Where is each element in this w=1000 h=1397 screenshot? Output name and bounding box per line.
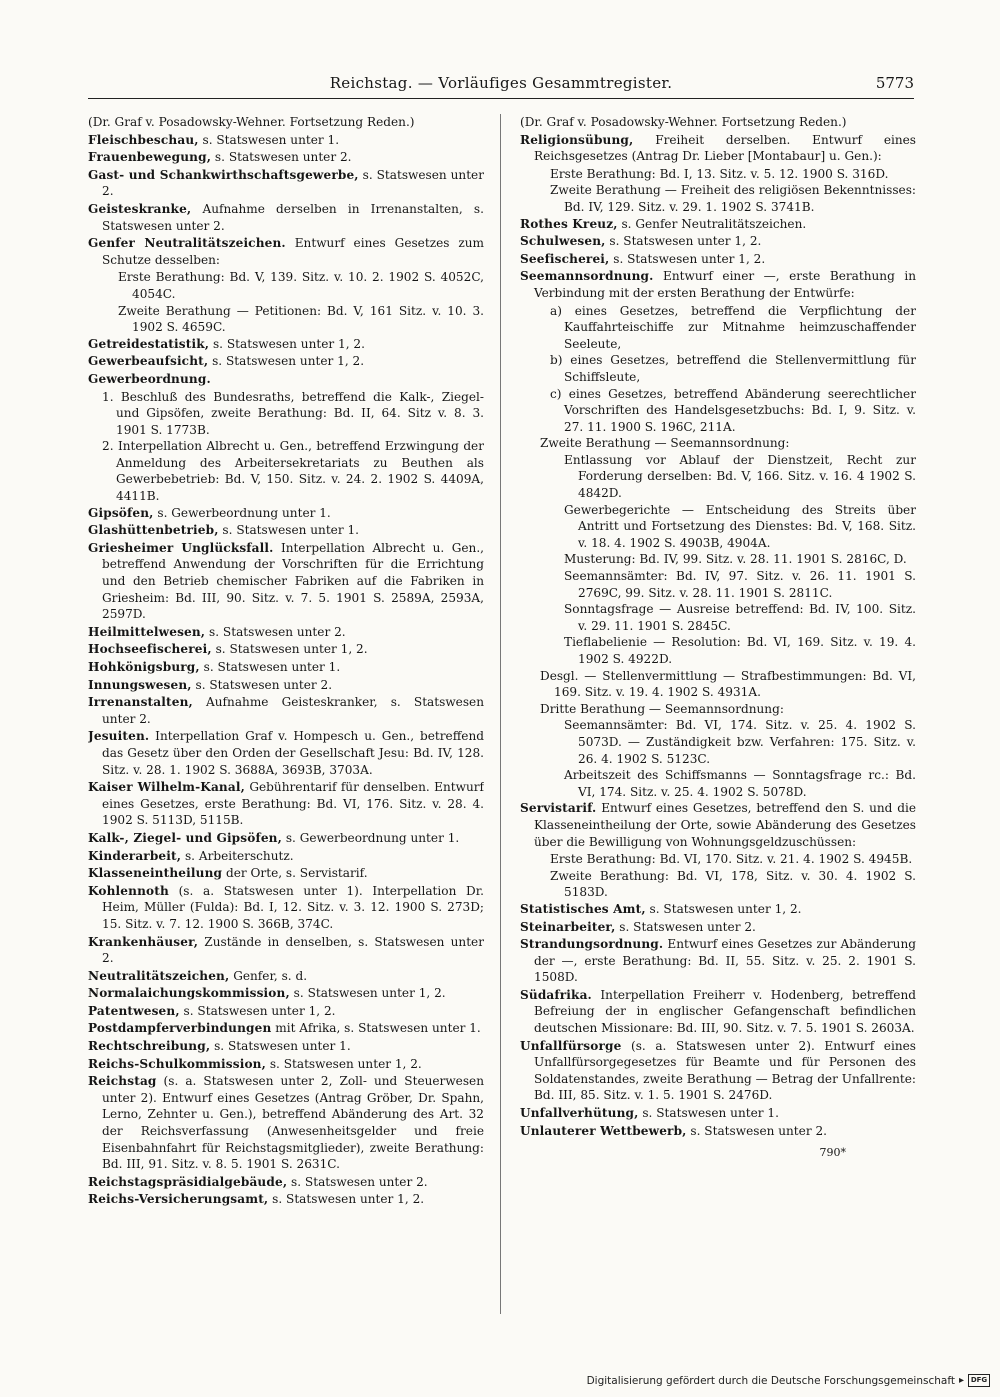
index-entry	[88, 132, 484, 149]
entry-term: Genfer Neutralitätszeichen.	[88, 236, 286, 251]
index-entry	[88, 728, 484, 778]
index-entry	[520, 216, 916, 233]
entry-text: Entwurf einer —, erste Berathung in Verbindung mit der ersten Berathung der Entwürfe:	[534, 269, 916, 300]
index-entry	[88, 336, 484, 353]
entry-term: Neutralitätszeichen,	[88, 968, 230, 983]
entry-reading-group: Zweite Berathung — Seemannsordnung:	[540, 436, 790, 451]
index-entry	[520, 901, 916, 918]
entry-text: Interpellation Freiherr v. Hodenberg, betreffend Befreiung der in englischer Gefangenschaft befindlichen deutschen Missionare: Bd. III, 90. Sitz. v. 7. 5. 1901 S. 2603A.	[534, 987, 916, 1036]
entry-text: Entwurf eines Gesetzes, betreffend den S. und die Klasseneintheilung der Orte, sowie Abänderung des Gesetzes über die Bewilligung von Wohnungsgeldzuschüssen:	[534, 801, 916, 849]
index-entry	[88, 934, 484, 967]
entry-subitem: Erste Berathung: Bd. VI, 170. Sitz. v. 21. 4. 1902 S. 4945B.	[550, 852, 913, 867]
index-entry	[88, 353, 484, 370]
index-entry	[88, 677, 484, 694]
entry-text: s. Gewerbeordnung unter 1.	[281, 830, 460, 845]
entry-text: s. Statswesen unter 2.	[191, 677, 333, 692]
entry-text: s. Statswesen unter 2.	[615, 919, 756, 934]
index-entry	[520, 919, 916, 936]
entry-term: Religionsübung,	[520, 132, 634, 147]
index-entry	[88, 968, 484, 985]
entry-text: Aufnahme derselben in Irrenanstalten, s. Statswesen unter 2.	[102, 201, 484, 233]
entry-text: s. Statswesen unter 1, 2.	[265, 1056, 422, 1071]
entry-reading-group: Desgl. — Stellenvermittlung — Strafbestimmungen: Bd. VI, 169. Sitz. v. 19. 4. 1902 S. 4931A.	[540, 668, 916, 700]
entry-text: Interpellation Graf v. Hompesch u. Gen., betreffend das Gesetz über den Orden der Gesellschaft Jesu: Bd. IV, 128. Sitz. v. 28. 1. 1902 S. 3688A, 3693B, 3703A.	[102, 729, 484, 777]
entry-term: Normalaichungskommission,	[88, 986, 290, 1001]
index-entry	[88, 1056, 484, 1073]
right-column	[520, 114, 916, 1324]
index-entry	[88, 1038, 484, 1055]
entry-term: Seefischerei,	[520, 251, 610, 266]
entry-subitem: b) eines Gesetzes, betreffend die Stellenvermittlung für Schiffsleute,	[550, 353, 916, 384]
entry-term: Glashüttenbetrieb,	[88, 523, 219, 538]
entry-subitem: Erste Berathung: Bd. V, 139. Sitz. v. 10. 2. 1902 S. 4052C, 4054C.	[118, 270, 484, 301]
entry-term: Rechtschreibung,	[88, 1039, 211, 1054]
entry-text: s. Statswesen unter 2.	[102, 167, 484, 199]
index-entry	[88, 1020, 484, 1037]
index-entry	[520, 1123, 916, 1140]
entry-text: Entwurf eines Gesetzes zum Schutze desselben:	[102, 236, 484, 267]
footer-text: Digitalisierung gefördert durch die Deutsche Forschungsgemeinschaft	[586, 1374, 955, 1387]
index-entry	[88, 505, 484, 522]
entry-text: s. Statswesen unter 1, 2.	[211, 642, 368, 657]
entry-term: Seemannsordnung.	[520, 269, 654, 284]
entry-term: Fleischbeschau,	[88, 132, 199, 147]
index-entry	[88, 883, 484, 933]
index-columns	[88, 114, 918, 1324]
index-entry	[88, 865, 484, 882]
entry-text: (s. a. Statswesen unter 2, Zoll- und Steuerwesen unter 2). Entwurf eines Gesetzes (Antrag Gröber, Dr. Spahn, Lerno, Zehnter u. Gen.), betreffend Abänderung des Art. 32 der Reichsverfassung (Anwesenheitsgelder und freie Eisenbahnfahrt für Reichstagsmitglieder), zweite Berathung: Bd. III, 91. Sitz. v. 8. 5. 1901 S. 2631C.	[102, 1074, 484, 1172]
entry-term: Gast- und Schankwirthschaftsgewerbe,	[88, 167, 359, 182]
entry-term: Reichstagspräsidialgebäude,	[88, 1174, 288, 1189]
digitization-footer	[587, 1374, 990, 1387]
entry-term: Unfallverhütung,	[520, 1106, 639, 1121]
index-entry	[520, 1038, 916, 1104]
entry-text: s. Statswesen unter 1.	[218, 523, 360, 538]
entry-subitem: Erste Berathung: Bd. I, 13. Sitz. v. 5. 12. 1900 S. 316D.	[550, 166, 889, 181]
entry-term: Gewerbeaufsicht,	[88, 354, 209, 369]
index-entry	[88, 624, 484, 641]
entry-term: Gewerbeordnung.	[88, 371, 211, 386]
arrow-icon: ▸	[958, 1375, 964, 1386]
entry-reading-item: Seemannsämter: Bd. IV, 97. Sitz. v. 26. 11. 1901 S. 2769C, 99. Sitz. v. 28. 11. 1901 S. 2811C.	[564, 569, 916, 600]
entry-text: (s. a. Statswesen unter 2). Entwurf eines Unfallfürsorgegesetzes für Beamte und für Personen des Soldatenstandes, zweite Berathung — Betrag der Unfallrente: Bd. III, 85. Sitz. v. 1. 5. 1901 S. 2476D.	[534, 1038, 916, 1103]
index-entry	[88, 1174, 484, 1191]
entry-reading-item: Musterung: Bd. IV, 99. Sitz. v. 28. 11. 1901 S. 2816C, D.	[564, 552, 907, 567]
index-entry	[520, 800, 916, 850]
entry-text: s. Statswesen unter 1, 2.	[268, 1192, 425, 1207]
entry-term: Jesuiten.	[88, 729, 150, 744]
entry-term: Statistisches Amt,	[520, 901, 646, 916]
entry-text: mit Afrika, s. Statswesen unter 1.	[271, 1021, 481, 1036]
entry-text: Aufnahme Geisteskranker, s. Statswesen unter 2.	[102, 695, 484, 726]
entry-term: Reichs-Versicherungsamt,	[88, 1192, 269, 1207]
index-entry	[88, 149, 484, 166]
continuation-note: (Dr. Graf v. Posadowsky-Wehner. Fortsetzung Reden.)	[88, 115, 415, 129]
column-divider	[500, 114, 501, 1314]
entry-text: s. Statswesen unter 1.	[638, 1106, 779, 1121]
entry-numbered-item: 1. Beschluß des Bundesraths, betreffend die Kalk-, Ziegel- und Gipsöfen, zweite Berathung: Bd. II, 64. Sitz v. 8. 3. 1901 S. 1773B.	[102, 389, 484, 437]
index-entry	[88, 830, 484, 847]
index-entry	[88, 985, 484, 1002]
index-entry	[520, 251, 916, 268]
entry-subitem: Zweite Berathung: Bd. VI, 178, Sitz. v. 30. 4. 1902 S. 5183D.	[550, 868, 916, 900]
index-entry	[88, 201, 484, 234]
entry-text: Freiheit derselben. Entwurf eines Reichsgesetzes (Antrag Dr. Lieber [Montabaur] u. Gen.):	[534, 132, 916, 164]
index-entry	[88, 167, 484, 200]
entry-term: Südafrika.	[520, 987, 592, 1002]
index-entry	[88, 1191, 484, 1208]
continuation-note: (Dr. Graf v. Posadowsky-Wehner. Fortsetzung Reden.)	[520, 115, 847, 129]
index-entry	[88, 371, 484, 388]
entry-text: Zustände in denselben, s. Statswesen unter 2.	[102, 934, 484, 966]
entry-term: Heilmittelwesen,	[88, 624, 206, 639]
index-entry	[88, 779, 484, 829]
entry-reading-item: Tieflabelienie — Resolution: Bd. VI, 169. Sitz. v. 19. 4. 1902 S. 4922D.	[564, 635, 916, 666]
index-entry	[88, 522, 484, 539]
entry-text: s. Statswesen unter 1, 2.	[179, 1003, 336, 1018]
index-entry	[520, 268, 916, 301]
index-entry	[88, 641, 484, 658]
dfg-logo: DFG	[968, 1374, 990, 1387]
entry-text: s. Statswesen unter 1, 2.	[209, 336, 365, 351]
entry-term: Kalk-, Ziegel- und Gipsöfen,	[88, 830, 282, 845]
entry-text: (s. a. Statswesen unter 1). Interpellation Dr. Heim, Müller (Fulda): Bd. I, 12. Sitz. v. 3. 12. 1900 S. 273D; 15. Sitz. v. 7. 12. 1900 S. 366B, 374C.	[102, 883, 484, 931]
running-head	[88, 74, 914, 99]
entry-text: s. Statswesen unter 1.	[199, 660, 341, 674]
index-entry	[88, 1073, 484, 1173]
entry-term: Getreidestatistik,	[88, 336, 210, 351]
entry-term: Frauenbewegung,	[88, 150, 212, 165]
entry-term: Geisteskranke,	[88, 201, 192, 216]
index-entry	[88, 1003, 484, 1020]
entry-reading-group: Dritte Berathung — Seemannsordnung:	[540, 701, 784, 716]
entry-text: s. Genfer Neutralitätszeichen.	[617, 216, 807, 231]
entry-term: Unfallfürsorge	[520, 1038, 622, 1053]
entry-numbered-item: 2. Interpellation Albrecht u. Gen., betreffend Erzwingung der Anmeldung des Arbeitersekretariats zu Beuthen als Gewerbebetrieb: Bd. V, 150. Sitz. v. 24. 2. 1902 S. 4409A, 4411B.	[102, 439, 484, 504]
entry-term: Reichs-Schulkommission,	[88, 1056, 266, 1071]
entry-text: Genfer, s. d.	[229, 968, 308, 983]
entry-text: der Orte, s. Servistarif.	[222, 866, 368, 881]
entry-term: Kinderarbeit,	[88, 848, 182, 863]
entry-text: Gebührentarif für denselben. Entwurf eines Gesetzes, erste Berathung: Bd. VI, 176. Sitz. v. 28. 4. 1902 S. 5113D, 5115B.	[102, 780, 484, 828]
entry-text: s. Statswesen unter 1, 2.	[609, 251, 766, 266]
entry-text: s. Statswesen unter 1, 2.	[605, 234, 762, 249]
entry-term: Strandungsordnung.	[520, 937, 664, 952]
entry-term: Gipsöfen,	[88, 505, 154, 520]
entry-term: Klasseneintheilung	[88, 866, 223, 881]
entry-term: Schulwesen,	[520, 234, 606, 249]
index-entry	[88, 235, 484, 268]
entry-term: Irrenanstalten,	[88, 695, 193, 710]
entry-term: Krankenhäuser,	[88, 934, 199, 949]
page-number: 5773	[875, 74, 914, 92]
entry-reading-item: Sonntagsfrage — Ausreise betreffend: Bd. IV, 100. Sitz. v. 29. 11. 1901 S. 2845C.	[564, 602, 916, 633]
entry-text: Entwurf eines Gesetzes zur Abänderung der —, erste Berathung: Bd. II, 55. Sitz. v. 25. 2. 1901 S. 1508D.	[534, 937, 916, 985]
left-column	[88, 114, 484, 1324]
entry-term: Servistarif.	[520, 801, 597, 816]
entry-text: s. Statswesen unter 2.	[211, 150, 352, 165]
entry-term: Kaiser Wilhelm-Kanal,	[88, 780, 245, 795]
entry-text: Interpellation Albrecht u. Gen., betreffend Anwendung der Vorschriften für die Errichtung und den Betrieb chemischer Fabriken auf die Fabriken in Griesheim: Bd. III, 90. Sitz. v. 7. 5. 1901 S. 2589A, 2593A, 2597D.	[102, 540, 484, 622]
entry-reading-item: Gewerbegerichte — Entscheidung des Streits über Antritt und Fortsetzung des Dienstes: Bd. V, 168. Sitz. v. 18. 4. 1902 S. 4903B, 4904A.	[564, 502, 916, 550]
entry-term: Rothes Kreuz,	[520, 216, 618, 231]
entry-term: Reichstag	[88, 1074, 157, 1089]
entry-text: s. Statswesen unter 2.	[287, 1174, 428, 1189]
signature-mark: 790*	[819, 1146, 846, 1160]
index-entry	[88, 694, 484, 727]
entry-text: s. Statswesen unter 1.	[210, 1039, 351, 1054]
index-entry	[88, 659, 484, 676]
entry-reading-item: Entlassung vor Ablauf der Dienstzeit, Recht zur Forderung derselben: Bd. V, 166. Sitz. v. 16. 4 1902 S. 4842D.	[564, 452, 916, 501]
entry-term: Postdampferverbindungen	[88, 1021, 272, 1036]
index-entry	[520, 132, 916, 165]
entry-term: Hohkönigsburg,	[88, 660, 200, 674]
index-entry	[520, 1105, 916, 1122]
entry-reading-item: Seemannsämter: Bd. VI, 174. Sitz. v. 25. 4. 1902 S. 5073D. — Zuständigkeit bzw. Verfahren: 175. Sitz. v. 26. 4. 1902 S. 5123C.	[564, 718, 916, 766]
entry-text: s. Gewerbeordnung unter 1.	[153, 505, 331, 520]
entry-text: s. Statswesen unter 2.	[686, 1123, 827, 1138]
index-entry	[520, 233, 916, 250]
entry-text: s. Statswesen unter 2.	[205, 624, 346, 639]
entry-term: Patentwesen,	[88, 1003, 180, 1018]
index-entry	[88, 848, 484, 865]
entry-text: s. Statswesen unter 1, 2.	[208, 354, 365, 369]
entry-term: Unlauterer Wettbewerb,	[520, 1123, 687, 1138]
index-entry	[88, 540, 484, 623]
entry-subitem: Zweite Berathung — Freiheit des religiösen Bekenntnisses: Bd. IV, 129. Sitz. v. 29. 1. 1902 S. 3741B.	[550, 183, 916, 214]
entry-term: Kohlennoth	[88, 883, 169, 898]
running-title: Reichstag. — Vorläufiges Gesammtregister.	[329, 74, 673, 92]
entry-term: Hochseefischerei,	[88, 642, 212, 657]
index-entry	[520, 936, 916, 986]
entry-term: Griesheimer Unglücksfall.	[88, 540, 274, 555]
index-entry	[520, 987, 916, 1037]
entry-reading-item: Arbeitszeit des Schiffsmanns — Sonntagsfrage rc.: Bd. VI, 174. Sitz. v. 25. 4. 1902 S. 5078D.	[564, 768, 916, 799]
entry-text: s. Statswesen unter 1, 2.	[289, 986, 446, 1001]
entry-text: s. Statswesen unter 1.	[198, 132, 340, 147]
entry-subitem: Zweite Berathung — Petitionen: Bd. V, 161 Sitz. v. 10. 3. 1902 S. 4659C.	[118, 303, 484, 335]
entry-subitem: a) eines Gesetzes, betreffend die Verpflichtung der Kauffahrteischiffe zur Mitnahme heimzuschaffender Seeleute,	[550, 303, 916, 351]
entry-term: Steinarbeiter,	[520, 919, 616, 934]
entry-term: Innungswesen,	[88, 677, 192, 692]
entry-text: s. Statswesen unter 1, 2.	[645, 901, 802, 916]
entry-subitem: c) eines Gesetzes, betreffend Abänderung seerechtlicher Vorschriften des Handelsgesetzbuchs: Bd. I, 9. Sitz. v. 27. 11. 1900 S. 196C, 211A.	[550, 386, 916, 434]
entry-text: s. Arbeiterschutz.	[181, 848, 294, 863]
